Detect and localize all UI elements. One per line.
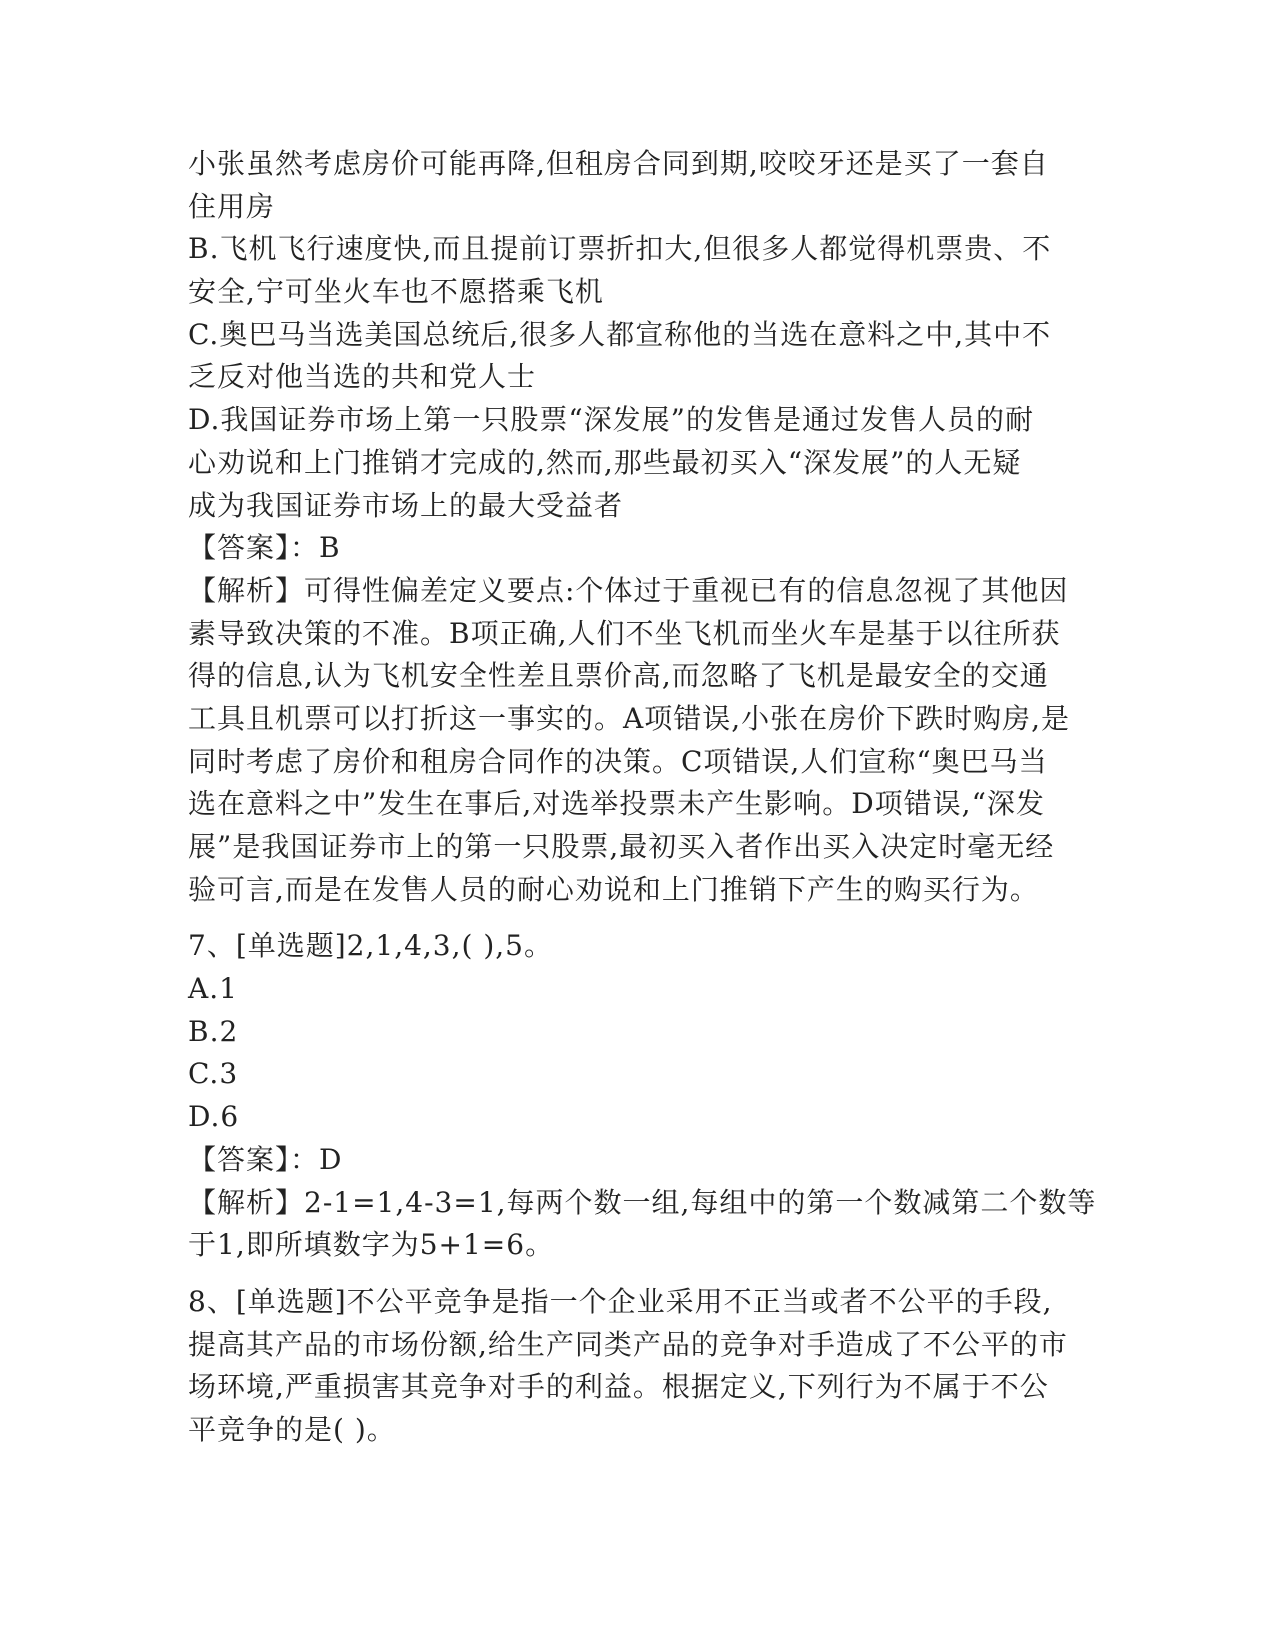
option-a-line: 住用房 [188,189,276,223]
option-b: B.2 [188,1014,239,1048]
analysis-line: 于1,即所填数字为5+1=6。 [188,1228,555,1262]
analysis [188,570,1083,912]
question-8 [188,1281,1083,1452]
option-d-line: D.我国证券市场上第一只股票“深发展”的发售是通过发售人员的耐 [188,403,1034,437]
analysis-line: 【解析】可得性偏差定义要点:个体过于重视已有的信息忽视了其他因 [188,573,1069,607]
option-c-line: 乏反对他当选的共和党人士 [188,360,537,394]
option-b [188,228,1083,313]
question-stem-line: 场环境,严重损害其竞争对手的利益。根据定义,下列行为不属于不公 [188,1370,1049,1404]
option-c: C.3 [188,1057,239,1091]
option-d-line: 成为我国证券市场上的最大受益者 [188,488,624,522]
answer: 【答案】：D [188,1142,343,1176]
analysis-line: 同时考虑了房价和租房合同作的决策。C项错误,人们宣称“奥巴马当 [188,744,1048,778]
question-stem: 7、[单选题]2,1,4,3,( ),5。 [188,929,553,963]
option-a [188,143,1083,228]
option-b-line: 安全,宁可坐火车也不愿搭乘飞机 [188,275,604,309]
question-6-tail [188,143,1083,911]
question-7 [188,925,1097,1267]
analysis-line: 选在意料之中”发生在事后,对选举投票未产生影响。D项错误,“深发 [188,787,1045,821]
option-d [188,399,1083,527]
option-a-line: 小张虽然考虑房价可能再降,但租房合同到期,咬咬牙还是买了一套自 [188,147,1049,180]
option-a: A.1 [188,972,238,1006]
analysis-line: 得的信息,认为飞机安全性差且票价高,而忽略了飞机是最安全的交通 [188,659,1049,693]
question-stem-line: 平竞争的是( )。 [188,1412,396,1446]
analysis-line: 展”是我国证券市上的第一只股票,最初买入者作出买入决定时毫无经 [188,830,1055,863]
question-gap [188,1267,1083,1281]
question-stem-line: 提高其产品的市场份额,给生产同类产品的竞争对手造成了不公平的市 [188,1327,1068,1361]
option-d-line: 心劝说和上门推销才完成的,然而,那些最初买入“深发展”的人无疑 [188,445,1022,479]
question-gap [188,911,1083,925]
option-c [188,314,1083,399]
option-b-line: B.飞机飞行速度快,而且提前订票折扣大,但很多人都觉得机票贵、不 [188,232,1052,266]
analysis-line: 验可言,而是在发售人员的耐心劝说和上门推销下产生的购买行为。 [188,872,1039,906]
option-d: D.6 [188,1100,240,1134]
page-content [188,143,1097,1452]
analysis-line: 【解析】2-1=1,4-3=1,每两个数一组,每组中的第一个数减第二个数等 [188,1185,1097,1219]
option-c-line: C.奥巴马当选美国总统后,很多人都宣称他的当选在意料之中,其中不 [188,317,1052,351]
question-stem-line: 8、[单选题]不公平竞争是指一个企业采用不正当或者不公平的手段, [188,1284,1053,1318]
answer: 【答案】：B [188,531,341,565]
analysis-line: 素导致决策的不准。B项正确,人们不坐飞机而坐火车是基于以往所获 [188,616,1061,650]
analysis-line: 工具且机票可以打折这一事实的。A项错误,小张在房价下跌时购房,是 [188,701,1071,735]
